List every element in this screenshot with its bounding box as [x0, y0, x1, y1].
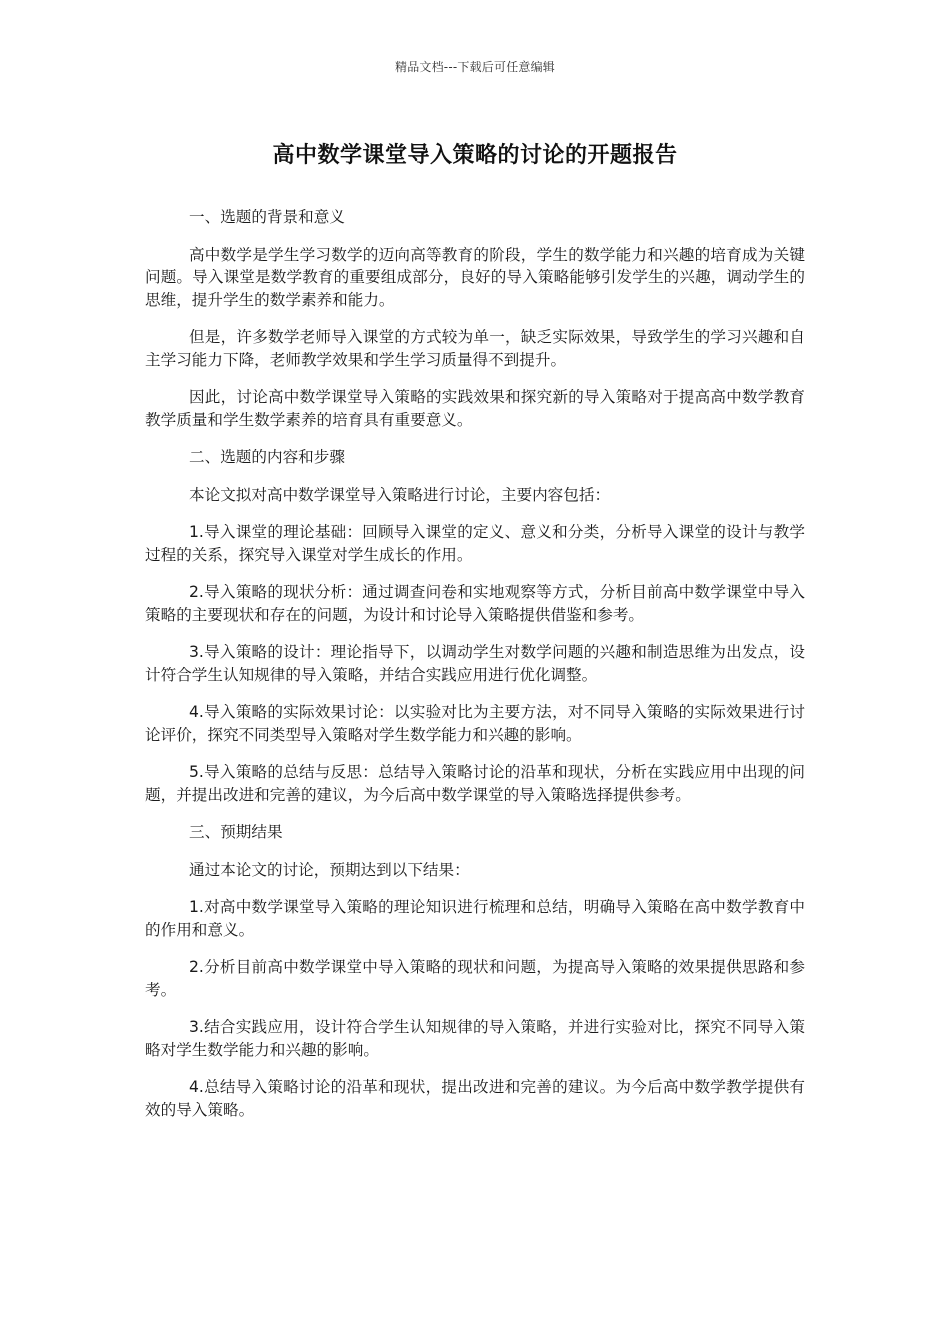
list-item: 2.导入策略的现状分析：通过调查问卷和实地观察等方式，分析目前高中数学课堂中导入策略的主要现状和存在的问题，为设计和讨论导入策略提供借鉴和参考。 — [145, 583, 805, 624]
paragraph: 但是，许多数学老师导入课堂的方式较为单一，缺乏实际效果，导致学生的学习兴趣和自主学习能力下降，老师教学效果和学生学习质量得不到提升。 — [145, 328, 805, 369]
document-title: 高中数学课堂导入策略的讨论的开题报告 — [272, 143, 678, 168]
list-item: 1.导入课堂的理论基础：回顾导入课堂的定义、意义和分类，分析导入课堂的设计与教学过程的关系，探究导入课堂对学生成长的作用。 — [145, 523, 805, 564]
list-item: 5.导入策略的总结与反思：总结导入策略讨论的沿革和现状，分析在实践应用中出现的问题，并提出改进和完善的建议，为今后高中数学课堂的导入策略选择提供参考。 — [145, 763, 805, 804]
list-item: 1.对高中数学课堂导入策略的理论知识进行梳理和总结，明确导入策略在高中数学教育中的作用和意义。 — [145, 898, 805, 939]
list-item: 2.分析目前高中数学课堂中导入策略的现状和问题，为提高导入策略的效果提供思路和参考。 — [145, 958, 805, 999]
document-body — [145, 206, 805, 1136]
page-header: 精品文档---下载后可任意编辑 — [395, 60, 555, 74]
list-item: 4.总结导入策略讨论的沿革和现状，提出改进和完善的建议。为今后高中数学教学提供有效的导入策略。 — [145, 1078, 805, 1119]
paragraph: 本论文拟对高中数学课堂导入策略进行讨论，主要内容包括： — [189, 485, 611, 504]
paragraph: 通过本论文的讨论，预期达到以下结果： — [189, 860, 470, 879]
section-heading: 二、选题的内容和步骤 — [189, 448, 345, 466]
paragraph: 因此，讨论高中数学课堂导入策略的实践效果和探究新的导入策略对于提高高中数学教育教学质量和学生数学素养的培育具有重要意义。 — [145, 388, 805, 429]
list-item: 3.导入策略的设计：理论指导下，以调动学生对数学问题的兴趣和制造思维为出发点，设计符合学生认知规律的导入策略，并结合实践应用进行优化调整。 — [145, 643, 805, 684]
section-heading: 三、预期结果 — [189, 823, 283, 841]
list-item: 3.结合实践应用，设计符合学生认知规律的导入策略，并进行实验对比，探究不同导入策略对学生数学能力和兴趣的影响。 — [145, 1018, 805, 1059]
section-heading: 一、选题的背景和意义 — [189, 208, 345, 226]
list-item: 4.导入策略的实际效果讨论：以实验对比为主要方法，对不同导入策略的实际效果进行讨论评价，探究不同类型导入策略对学生数学能力和兴趣的影响。 — [145, 703, 805, 744]
paragraph: 高中数学是学生学习数学的迈向高等教育的阶段，学生的数学能力和兴趣的培育成为关键问题。导入课堂是数学教育的重要组成部分，良好的导入策略能够引发学生的兴趣，调动学生的思维，提升学生的数学素养和能力。 — [145, 245, 805, 309]
